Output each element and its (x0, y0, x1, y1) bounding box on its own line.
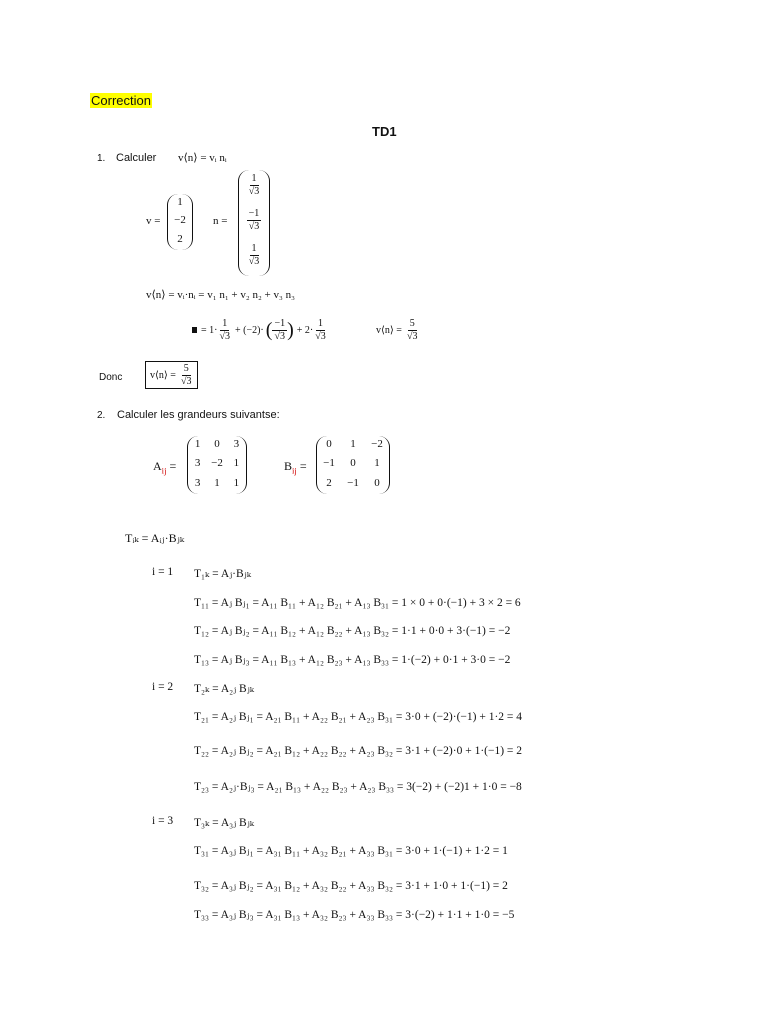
n-entry: $\frac{-1}{√3}$ (248, 208, 260, 232)
n-entry: $\frac{1}{√3}$ (248, 173, 260, 197)
block-i-label: i = 1 (152, 566, 174, 578)
equation-line: T₁₁ = Aⱼ Bⱼ₁ = A₁₁ B₁₁ + A₁₂ B₂₁ + A₁₃ B₃₁ = 1 × 0 + 0·(−1) + 3 × 2 = 6 (194, 597, 521, 609)
equation-line: T₃₃ = A₃ⱼ Bⱼ₃ = A₃₁ B₁₃ + A₃₂ B₂₃ + A₃₃ B₃₃ = 3·(−2) + 1·1 + 1·0 = −5 (194, 909, 515, 921)
matrix-b: 0 1 −2 −1 0 1 2 −1 0 (316, 436, 390, 494)
equation-line: T₃₂ = A₃ⱼ Bⱼ₂ = A₃₁ B₁₂ + A₃₂ B₂₂ + A₃₃ B₃₂ = 3·1 + 1·0 + 1·(−1) = 2 (194, 880, 508, 892)
matrix-a: 1 0 3 3 −2 1 3 1 1 (187, 436, 247, 494)
equation-line: T₃₁ = A₃ⱼ Bⱼ₁ = A₃₁ B₁₁ + A₃₂ B₂₁ + A₃₃ B₃₁ = 3·0 + 1·(−1) + 1·2 = 1 (194, 845, 508, 857)
page-title: TD1 (372, 124, 397, 139)
q2-number: 2. (97, 410, 106, 421)
correction-highlight: Correction (91, 93, 151, 108)
t-definition: Tᵢₖ = Aᵢⱼ·Bⱼₖ (125, 531, 185, 545)
block-head: T₂ₖ = A₂ⱼ Bⱼₖ (194, 683, 254, 695)
v-entry: −2 (174, 214, 186, 226)
n-label: n = (213, 215, 228, 227)
block-i-label: i = 2 (152, 681, 174, 693)
matrix-b-label: $B_{ij}$ = (284, 459, 307, 476)
block-i-label: i = 3 (152, 815, 174, 827)
cursor-marker (192, 327, 197, 333)
n-vector (238, 170, 270, 276)
equation-line: T₁₂ = Aⱼ Bⱼ₂ = A₁₁ B₁₂ + A₁₂ B₂₂ + A₁₃ B₃₂ = 1·1 + 0·0 + 3·(−1) = −2 (194, 625, 511, 637)
v-vector (167, 194, 193, 250)
q1-formula: v⟨n⟩ = vᵢ nᵢ (178, 152, 227, 164)
q1-boxed-answer: v⟨n⟩ = $\frac{5}{√3}$ (145, 361, 198, 389)
q1-expansion: v⟨n⟩ = vᵢ·nᵢ = v₁ n₁ + v₂ n₂ + v₃ n₃ (146, 289, 295, 301)
v-label: v = (146, 215, 161, 227)
equation-line: T₂₁ = A₂ⱼ Bⱼ₁ = A₂₁ B₁₁ + A₂₂ B₂₁ + A₂₃ B₃₁ = 3·0 + (−2)·(−1) + 1·2 = 4 (194, 711, 523, 723)
q1-result: v⟨n⟩ = $\frac{5}{√3}$ (376, 318, 418, 342)
v-entry: 1 (177, 196, 183, 208)
n-entry: $\frac{1}{√3}$ (248, 243, 260, 267)
equation-line: T₂₂ = A₂ⱼ Bⱼ₂ = A₂₁ B₁₂ + A₂₂ B₂₂ + A₂₃ B₃₂ = 3·1 + (−2)·0 + 1·(−1) = 2 (194, 745, 523, 757)
donc-label: Donc (99, 372, 123, 383)
q1-number: 1. (97, 153, 106, 164)
equation-line: T₂₃ = A₂ⱼ·Bⱼ₃ = A₂₁ B₁₃ + A₂₂ B₂₃ + A₂₃ B₃₃ = 3(−2) + (−2)1 + 1·0 = −8 (194, 781, 522, 793)
q2-label: Calculer les grandeurs suivantse: (117, 409, 280, 421)
q1-calc-line: = 1· $\frac{1}{√3}$ + (−2)· ( $\frac{-1}{√3}$ ) + 2· $\frac{1}{√3}$ (192, 318, 328, 342)
block-head: T₁ₖ = Aⱼ·Bⱼₖ (194, 568, 251, 580)
block-head: T₃ₖ = A₃ⱼ Bⱼₖ (194, 817, 254, 829)
matrix-a-label: $A_{ij}$ = (153, 459, 177, 476)
v-entry: 2 (177, 233, 183, 245)
q1-label: Calculer (116, 152, 157, 164)
equation-line: T₁₃ = Aⱼ Bⱼ₃ = A₁₁ B₁₃ + A₁₂ B₂₃ + A₁₃ B₃₃ = 1·(−2) + 0·1 + 3·0 = −2 (194, 654, 511, 666)
